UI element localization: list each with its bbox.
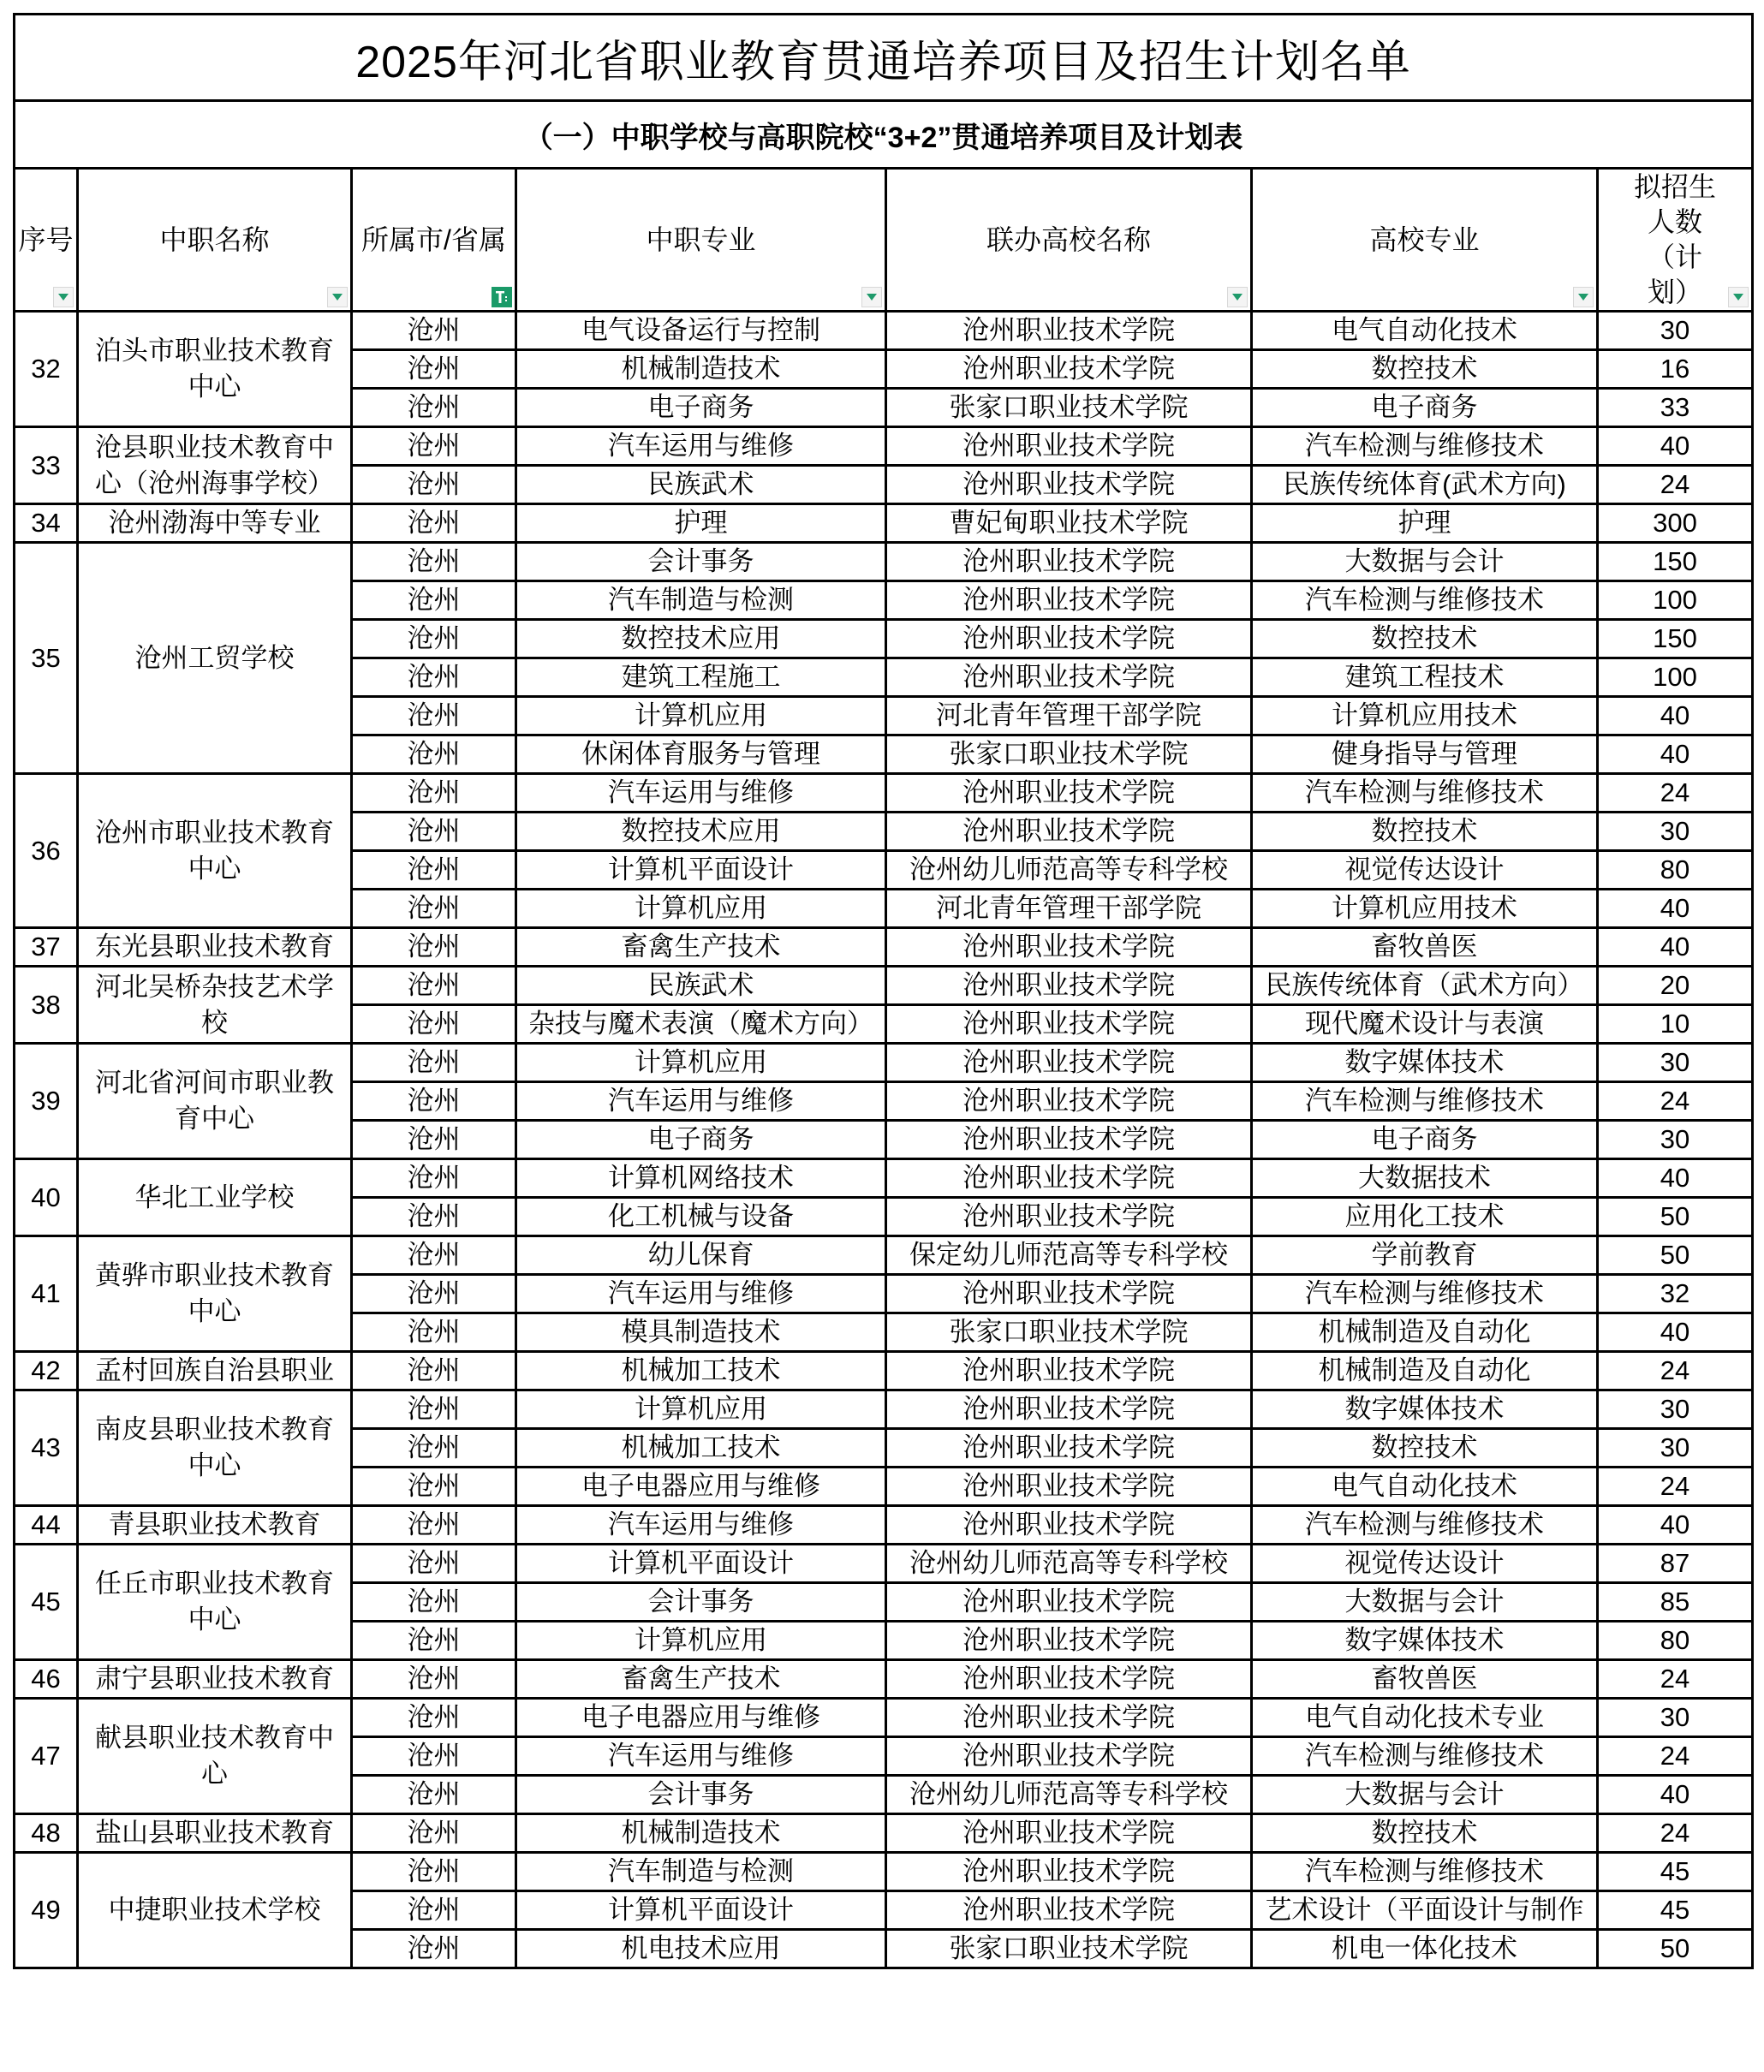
city-cell[interactable]: 沧州 bbox=[352, 1814, 516, 1853]
partner-college-cell[interactable]: 沧州职业技术学院 bbox=[886, 1468, 1252, 1506]
table-row bbox=[15, 1699, 1753, 1737]
filter-dropdown-icon[interactable] bbox=[327, 287, 348, 307]
city-cell[interactable]: 沧州 bbox=[352, 1198, 516, 1236]
filter-dropdown-icon[interactable] bbox=[1227, 287, 1248, 307]
planned-enrollment-cell[interactable]: 40 bbox=[1598, 890, 1753, 928]
partner-college-cell[interactable]: 沧州职业技术学院 bbox=[886, 1390, 1252, 1429]
column-header-seq bbox=[15, 169, 78, 312]
city-cell[interactable]: 沧州 bbox=[352, 1545, 516, 1583]
school-name-cell[interactable]: 沧州市职业技术教育中心 bbox=[78, 774, 352, 928]
partner-college-cell[interactable]: 沧州职业技术学院 bbox=[886, 350, 1252, 389]
planned-enrollment-cell[interactable]: 24 bbox=[1598, 1660, 1753, 1699]
college-major-cell[interactable]: 计算机应用技术 bbox=[1252, 890, 1598, 928]
partner-college-cell[interactable]: 沧州职业技术学院 bbox=[886, 1005, 1252, 1044]
school-name-cell[interactable]: 沧州渤海中等专业 bbox=[78, 504, 352, 543]
college-major-cell[interactable]: 数控技术 bbox=[1252, 350, 1598, 389]
city-cell[interactable]: 沧州 bbox=[352, 1660, 516, 1699]
partner-college-cell[interactable]: 沧州职业技术学院 bbox=[886, 1660, 1252, 1699]
planned-enrollment-cell[interactable]: 30 bbox=[1598, 1390, 1753, 1429]
planned-enrollment-cell[interactable]: 24 bbox=[1598, 1082, 1753, 1121]
city-cell[interactable]: 沧州 bbox=[352, 1737, 516, 1776]
partner-college-cell[interactable]: 沧州职业技术学院 bbox=[886, 1275, 1252, 1313]
seq-cell[interactable]: 40 bbox=[15, 1159, 78, 1236]
city-cell[interactable]: 沧州 bbox=[352, 735, 516, 774]
secondary-major-cell[interactable]: 数控技术应用 bbox=[516, 620, 886, 658]
planned-enrollment-cell[interactable]: 50 bbox=[1598, 1236, 1753, 1275]
seq-cell[interactable]: 48 bbox=[15, 1814, 78, 1853]
partner-college-cell[interactable]: 沧州幼儿师范高等专科学校 bbox=[886, 1776, 1252, 1814]
secondary-major-cell[interactable]: 汽车运用与维修 bbox=[516, 1082, 886, 1121]
college-major-cell[interactable]: 数控技术 bbox=[1252, 1814, 1598, 1853]
secondary-major-cell[interactable]: 计算机应用 bbox=[516, 1622, 886, 1660]
school-name-cell[interactable]: 沧县职业技术教育中心（沧州海事学校） bbox=[78, 427, 352, 504]
college-major-cell[interactable]: 视觉传达设计 bbox=[1252, 1545, 1598, 1583]
column-header-city bbox=[352, 169, 516, 312]
partner-college-cell[interactable]: 沧州职业技术学院 bbox=[886, 1583, 1252, 1622]
secondary-major-cell[interactable]: 护理 bbox=[516, 504, 886, 543]
city-cell[interactable]: 沧州 bbox=[352, 1005, 516, 1044]
seq-cell[interactable]: 33 bbox=[15, 427, 78, 504]
college-major-cell[interactable]: 建筑工程技术 bbox=[1252, 658, 1598, 697]
table-row bbox=[15, 1352, 1753, 1390]
city-cell[interactable]: 沧州 bbox=[352, 1429, 516, 1468]
table-row bbox=[15, 1814, 1753, 1853]
planned-enrollment-cell[interactable]: 50 bbox=[1598, 1930, 1753, 1968]
table-row bbox=[15, 1853, 1753, 1891]
college-major-cell[interactable]: 汽车检测与维修技术 bbox=[1252, 1737, 1598, 1776]
filter-dropdown-icon[interactable] bbox=[53, 287, 74, 307]
seq-cell[interactable]: 42 bbox=[15, 1352, 78, 1390]
college-major-cell[interactable]: 民族传统体育(武术方向) bbox=[1252, 466, 1598, 504]
secondary-major-cell[interactable]: 畜禽生产技术 bbox=[516, 928, 886, 967]
city-cell[interactable]: 沧州 bbox=[352, 890, 516, 928]
secondary-major-cell[interactable]: 建筑工程施工 bbox=[516, 658, 886, 697]
seq-cell[interactable]: 38 bbox=[15, 967, 78, 1044]
college-major-cell[interactable]: 畜牧兽医 bbox=[1252, 928, 1598, 967]
secondary-major-cell[interactable]: 化工机械与设备 bbox=[516, 1198, 886, 1236]
seq-cell[interactable]: 36 bbox=[15, 774, 78, 928]
planned-enrollment-cell[interactable]: 24 bbox=[1598, 1352, 1753, 1390]
college-major-cell[interactable]: 电气自动化技术专业 bbox=[1252, 1699, 1598, 1737]
partner-college-cell[interactable]: 河北青年管理干部学院 bbox=[886, 890, 1252, 928]
planned-enrollment-cell[interactable]: 40 bbox=[1598, 697, 1753, 735]
seq-cell[interactable]: 35 bbox=[15, 543, 78, 774]
seq-cell[interactable]: 34 bbox=[15, 504, 78, 543]
partner-college-cell[interactable]: 沧州职业技术学院 bbox=[886, 620, 1252, 658]
column-header-school bbox=[78, 169, 352, 312]
secondary-major-cell[interactable]: 机械制造技术 bbox=[516, 1814, 886, 1853]
table-row bbox=[15, 774, 1753, 813]
planned-enrollment-cell[interactable]: 40 bbox=[1598, 427, 1753, 466]
secondary-major-cell[interactable]: 计算机网络技术 bbox=[516, 1159, 886, 1198]
city-cell[interactable]: 沧州 bbox=[352, 697, 516, 735]
active-filter-icon[interactable] bbox=[492, 287, 512, 307]
city-cell[interactable]: 沧州 bbox=[352, 1853, 516, 1891]
table-row bbox=[15, 1044, 1753, 1082]
college-major-cell[interactable]: 数控技术 bbox=[1252, 813, 1598, 851]
planned-enrollment-cell[interactable]: 40 bbox=[1598, 1776, 1753, 1814]
college-major-cell[interactable]: 电子商务 bbox=[1252, 389, 1598, 427]
college-major-cell[interactable]: 汽车检测与维修技术 bbox=[1252, 427, 1598, 466]
city-cell[interactable]: 沧州 bbox=[352, 813, 516, 851]
seq-cell[interactable]: 37 bbox=[15, 928, 78, 967]
planned-enrollment-cell[interactable]: 24 bbox=[1598, 1468, 1753, 1506]
secondary-major-cell[interactable]: 民族武术 bbox=[516, 967, 886, 1005]
city-cell[interactable]: 沧州 bbox=[352, 1776, 516, 1814]
partner-college-cell[interactable]: 沧州职业技术学院 bbox=[886, 1853, 1252, 1891]
college-major-cell[interactable]: 汽车检测与维修技术 bbox=[1252, 774, 1598, 813]
college-major-cell[interactable]: 汽车检测与维修技术 bbox=[1252, 1506, 1598, 1545]
secondary-major-cell[interactable]: 休闲体育服务与管理 bbox=[516, 735, 886, 774]
seq-cell[interactable]: 44 bbox=[15, 1506, 78, 1545]
secondary-major-cell[interactable]: 机电技术应用 bbox=[516, 1930, 886, 1968]
city-cell[interactable]: 沧州 bbox=[352, 312, 516, 350]
partner-college-cell[interactable]: 沧州职业技术学院 bbox=[886, 427, 1252, 466]
city-cell[interactable]: 沧州 bbox=[352, 1622, 516, 1660]
planned-enrollment-cell[interactable]: 30 bbox=[1598, 1044, 1753, 1082]
college-major-cell[interactable]: 现代魔术设计与表演 bbox=[1252, 1005, 1598, 1044]
city-cell[interactable]: 沧州 bbox=[352, 1390, 516, 1429]
secondary-major-cell[interactable]: 计算机应用 bbox=[516, 890, 886, 928]
college-major-cell[interactable]: 汽车检测与维修技术 bbox=[1252, 1275, 1598, 1313]
city-cell[interactable]: 沧州 bbox=[352, 658, 516, 697]
planned-enrollment-cell[interactable]: 40 bbox=[1598, 1159, 1753, 1198]
secondary-major-cell[interactable]: 计算机平面设计 bbox=[516, 851, 886, 890]
college-major-cell[interactable]: 机械制造及自动化 bbox=[1252, 1313, 1598, 1352]
school-name-cell[interactable]: 南皮县职业技术教育中心 bbox=[78, 1390, 352, 1506]
secondary-major-cell[interactable]: 汽车运用与维修 bbox=[516, 427, 886, 466]
planned-enrollment-cell[interactable]: 30 bbox=[1598, 1429, 1753, 1468]
secondary-major-cell[interactable]: 电子商务 bbox=[516, 1121, 886, 1159]
planned-enrollment-cell[interactable]: 24 bbox=[1598, 466, 1753, 504]
secondary-major-cell[interactable]: 计算机平面设计 bbox=[516, 1545, 886, 1583]
secondary-major-cell[interactable]: 民族武术 bbox=[516, 466, 886, 504]
college-major-cell[interactable]: 数字媒体技术 bbox=[1252, 1390, 1598, 1429]
secondary-major-cell[interactable]: 计算机平面设计 bbox=[516, 1891, 886, 1930]
secondary-major-cell[interactable]: 汽车运用与维修 bbox=[516, 1275, 886, 1313]
secondary-major-cell[interactable]: 电气设备运行与控制 bbox=[516, 312, 886, 350]
partner-college-cell[interactable]: 沧州职业技术学院 bbox=[886, 1699, 1252, 1737]
planned-enrollment-cell[interactable]: 24 bbox=[1598, 1814, 1753, 1853]
planned-enrollment-cell[interactable]: 100 bbox=[1598, 581, 1753, 620]
partner-college-cell[interactable]: 沧州幼儿师范高等专科学校 bbox=[886, 851, 1252, 890]
column-header-label: 中职专业 bbox=[646, 224, 756, 255]
column-header-label: 所属市/省属 bbox=[361, 224, 506, 255]
table-row bbox=[15, 1390, 1753, 1429]
college-major-cell[interactable]: 电气自动化技术 bbox=[1252, 1468, 1598, 1506]
table-row bbox=[15, 312, 1753, 350]
secondary-major-cell[interactable]: 幼儿保育 bbox=[516, 1236, 886, 1275]
college-major-cell[interactable]: 大数据与会计 bbox=[1252, 1583, 1598, 1622]
college-major-cell[interactable]: 护理 bbox=[1252, 504, 1598, 543]
planned-enrollment-cell[interactable]: 87 bbox=[1598, 1545, 1753, 1583]
city-cell[interactable]: 沧州 bbox=[352, 1044, 516, 1082]
seq-cell[interactable]: 47 bbox=[15, 1699, 78, 1814]
school-name-cell[interactable]: 青县职业技术教育 bbox=[78, 1506, 352, 1545]
planned-enrollment-cell[interactable]: 20 bbox=[1598, 967, 1753, 1005]
city-cell[interactable]: 沧州 bbox=[352, 427, 516, 466]
planned-enrollment-cell[interactable]: 300 bbox=[1598, 504, 1753, 543]
planned-enrollment-cell[interactable]: 10 bbox=[1598, 1005, 1753, 1044]
table-row bbox=[15, 928, 1753, 967]
college-major-cell[interactable]: 汽车检测与维修技术 bbox=[1252, 581, 1598, 620]
secondary-major-cell[interactable]: 电子电器应用与维修 bbox=[516, 1468, 886, 1506]
partner-college-cell[interactable]: 沧州职业技术学院 bbox=[886, 466, 1252, 504]
college-major-cell[interactable]: 民族传统体育（武术方向） bbox=[1252, 967, 1598, 1005]
partner-college-cell[interactable]: 张家口职业技术学院 bbox=[886, 1930, 1252, 1968]
spreadsheet bbox=[13, 13, 1751, 1969]
college-major-cell[interactable]: 数控技术 bbox=[1252, 1429, 1598, 1468]
column-header-college-major bbox=[1252, 169, 1598, 312]
planned-enrollment-cell[interactable]: 33 bbox=[1598, 389, 1753, 427]
secondary-major-cell[interactable]: 计算机应用 bbox=[516, 1044, 886, 1082]
partner-college-cell[interactable]: 沧州职业技术学院 bbox=[886, 1198, 1252, 1236]
city-cell[interactable]: 沧州 bbox=[352, 389, 516, 427]
college-major-cell[interactable]: 汽车检测与维修技术 bbox=[1252, 1853, 1598, 1891]
planned-enrollment-cell[interactable]: 16 bbox=[1598, 350, 1753, 389]
secondary-major-cell[interactable]: 会计事务 bbox=[516, 543, 886, 581]
secondary-major-cell[interactable]: 电子电器应用与维修 bbox=[516, 1699, 886, 1737]
city-cell[interactable]: 沧州 bbox=[352, 928, 516, 967]
partner-college-cell[interactable]: 沧州职业技术学院 bbox=[886, 774, 1252, 813]
column-header-label: 拟招生人数（计划） bbox=[1634, 171, 1717, 307]
school-name-cell[interactable]: 河北省河间市职业教育中心 bbox=[78, 1044, 352, 1159]
partner-college-cell[interactable]: 沧州职业技术学院 bbox=[886, 581, 1252, 620]
partner-college-cell[interactable]: 曹妃甸职业技术学院 bbox=[886, 504, 1252, 543]
filter-dropdown-icon[interactable] bbox=[1728, 287, 1749, 307]
secondary-major-cell[interactable]: 机械加工技术 bbox=[516, 1352, 886, 1390]
seq-cell[interactable]: 41 bbox=[15, 1236, 78, 1352]
partner-college-cell[interactable]: 沧州职业技术学院 bbox=[886, 1121, 1252, 1159]
planned-enrollment-cell[interactable]: 80 bbox=[1598, 1622, 1753, 1660]
college-major-cell[interactable]: 数字媒体技术 bbox=[1252, 1044, 1598, 1082]
planned-enrollment-cell[interactable]: 30 bbox=[1598, 1121, 1753, 1159]
planned-enrollment-cell[interactable]: 40 bbox=[1598, 735, 1753, 774]
city-cell[interactable]: 沧州 bbox=[352, 350, 516, 389]
city-cell[interactable]: 沧州 bbox=[352, 1121, 516, 1159]
table-row bbox=[15, 543, 1753, 581]
college-major-cell[interactable]: 健身指导与管理 bbox=[1252, 735, 1598, 774]
school-name-cell[interactable]: 孟村回族自治县职业 bbox=[78, 1352, 352, 1390]
city-cell[interactable]: 沧州 bbox=[352, 1468, 516, 1506]
planned-enrollment-cell[interactable]: 24 bbox=[1598, 1737, 1753, 1776]
school-name-cell[interactable]: 华北工业学校 bbox=[78, 1159, 352, 1236]
college-major-cell[interactable]: 机械制造及自动化 bbox=[1252, 1352, 1598, 1390]
partner-college-cell[interactable]: 沧州职业技术学院 bbox=[886, 1737, 1252, 1776]
secondary-major-cell[interactable]: 模具制造技术 bbox=[516, 1313, 886, 1352]
college-major-cell[interactable]: 电子商务 bbox=[1252, 1121, 1598, 1159]
city-cell[interactable]: 沧州 bbox=[352, 581, 516, 620]
column-header-label: 联办高校名称 bbox=[986, 224, 1151, 255]
secondary-major-cell[interactable]: 计算机应用 bbox=[516, 1390, 886, 1429]
planned-enrollment-cell[interactable]: 85 bbox=[1598, 1583, 1753, 1622]
seq-cell[interactable]: 32 bbox=[15, 312, 78, 427]
secondary-major-cell[interactable]: 汽车制造与检测 bbox=[516, 1853, 886, 1891]
planned-enrollment-cell[interactable]: 30 bbox=[1598, 813, 1753, 851]
planned-enrollment-cell[interactable]: 150 bbox=[1598, 543, 1753, 581]
planned-enrollment-cell[interactable]: 50 bbox=[1598, 1198, 1753, 1236]
partner-college-cell[interactable]: 沧州职业技术学院 bbox=[886, 1159, 1252, 1198]
school-name-cell[interactable]: 河北吴桥杂技艺术学校 bbox=[78, 967, 352, 1044]
planned-enrollment-cell[interactable]: 40 bbox=[1598, 928, 1753, 967]
college-major-cell[interactable]: 计算机应用技术 bbox=[1252, 697, 1598, 735]
planned-enrollment-cell[interactable]: 45 bbox=[1598, 1853, 1753, 1891]
city-cell[interactable]: 沧州 bbox=[352, 1082, 516, 1121]
secondary-major-cell[interactable]: 计算机应用 bbox=[516, 697, 886, 735]
column-header-label: 序号 bbox=[18, 224, 74, 255]
city-cell[interactable]: 沧州 bbox=[352, 1313, 516, 1352]
city-cell[interactable]: 沧州 bbox=[352, 851, 516, 890]
table-body bbox=[15, 312, 1753, 1968]
city-cell[interactable]: 沧州 bbox=[352, 1275, 516, 1313]
planned-enrollment-cell[interactable]: 30 bbox=[1598, 1699, 1753, 1737]
planned-enrollment-cell[interactable]: 80 bbox=[1598, 851, 1753, 890]
college-major-cell[interactable]: 大数据技术 bbox=[1252, 1159, 1598, 1198]
college-major-cell[interactable]: 艺术设计（平面设计与制作 bbox=[1252, 1891, 1598, 1930]
college-major-cell[interactable]: 汽车检测与维修技术 bbox=[1252, 1082, 1598, 1121]
seq-cell[interactable]: 43 bbox=[15, 1390, 78, 1506]
partner-college-cell[interactable]: 沧州职业技术学院 bbox=[886, 1352, 1252, 1390]
secondary-major-cell[interactable]: 会计事务 bbox=[516, 1583, 886, 1622]
enrollment-plan-table bbox=[13, 13, 1754, 1969]
table-row bbox=[15, 1660, 1753, 1699]
planned-enrollment-cell[interactable]: 30 bbox=[1598, 312, 1753, 350]
planned-enrollment-cell[interactable]: 24 bbox=[1598, 774, 1753, 813]
filter-dropdown-icon[interactable] bbox=[1573, 287, 1594, 307]
column-header-row bbox=[15, 169, 1753, 312]
school-name-cell[interactable]: 任丘市职业技术教育中心 bbox=[78, 1545, 352, 1660]
partner-college-cell[interactable]: 沧州幼儿师范高等专科学校 bbox=[886, 1545, 1252, 1583]
college-major-cell[interactable]: 大数据与会计 bbox=[1252, 543, 1598, 581]
partner-college-cell[interactable]: 张家口职业技术学院 bbox=[886, 389, 1252, 427]
planned-enrollment-cell[interactable]: 32 bbox=[1598, 1275, 1753, 1313]
planned-enrollment-cell[interactable]: 40 bbox=[1598, 1506, 1753, 1545]
city-cell[interactable]: 沧州 bbox=[352, 1506, 516, 1545]
city-cell[interactable]: 沧州 bbox=[352, 774, 516, 813]
partner-college-cell[interactable]: 保定幼儿师范高等专科学校 bbox=[886, 1236, 1252, 1275]
partner-college-cell[interactable]: 沧州职业技术学院 bbox=[886, 1814, 1252, 1853]
city-cell[interactable]: 沧州 bbox=[352, 1236, 516, 1275]
section-subtitle: （一）中职学校与高职院校“3+2”贯通培养项目及计划表 bbox=[15, 101, 1753, 169]
college-major-cell[interactable]: 视觉传达设计 bbox=[1252, 851, 1598, 890]
column-header-plan bbox=[1598, 169, 1753, 312]
school-name-cell[interactable]: 黄骅市职业技术教育中心 bbox=[78, 1236, 352, 1352]
table-row bbox=[15, 1506, 1753, 1545]
college-major-cell[interactable]: 机电一体化技术 bbox=[1252, 1930, 1598, 1968]
college-major-cell[interactable]: 大数据与会计 bbox=[1252, 1776, 1598, 1814]
table-row bbox=[15, 504, 1753, 543]
city-cell[interactable]: 沧州 bbox=[352, 1891, 516, 1930]
partner-college-cell[interactable]: 沧州职业技术学院 bbox=[886, 1082, 1252, 1121]
college-major-cell[interactable]: 学前教育 bbox=[1252, 1236, 1598, 1275]
seq-cell[interactable]: 45 bbox=[15, 1545, 78, 1660]
city-cell[interactable]: 沧州 bbox=[352, 543, 516, 581]
column-header-college bbox=[886, 169, 1252, 312]
partner-college-cell[interactable]: 沧州职业技术学院 bbox=[886, 1506, 1252, 1545]
table-row bbox=[15, 1545, 1753, 1583]
city-cell[interactable]: 沧州 bbox=[352, 466, 516, 504]
partner-college-cell[interactable]: 沧州职业技术学院 bbox=[886, 813, 1252, 851]
secondary-major-cell[interactable]: 电子商务 bbox=[516, 389, 886, 427]
school-name-cell[interactable]: 泊头市职业技术教育中心 bbox=[78, 312, 352, 427]
secondary-major-cell[interactable]: 畜禽生产技术 bbox=[516, 1660, 886, 1699]
partner-college-cell[interactable]: 河北青年管理干部学院 bbox=[886, 697, 1252, 735]
planned-enrollment-cell[interactable]: 40 bbox=[1598, 1313, 1753, 1352]
seq-cell[interactable]: 49 bbox=[15, 1853, 78, 1968]
partner-college-cell[interactable]: 沧州职业技术学院 bbox=[886, 928, 1252, 967]
school-name-cell[interactable]: 盐山县职业技术教育 bbox=[78, 1814, 352, 1853]
planned-enrollment-cell[interactable]: 100 bbox=[1598, 658, 1753, 697]
secondary-major-cell[interactable]: 会计事务 bbox=[516, 1776, 886, 1814]
city-cell[interactable]: 沧州 bbox=[352, 1159, 516, 1198]
secondary-major-cell[interactable]: 汽车运用与维修 bbox=[516, 1737, 886, 1776]
column-header-major bbox=[516, 169, 886, 312]
secondary-major-cell[interactable]: 汽车制造与检测 bbox=[516, 581, 886, 620]
table-row bbox=[15, 1236, 1753, 1275]
table-row bbox=[15, 1159, 1753, 1198]
partner-college-cell[interactable]: 沧州职业技术学院 bbox=[886, 1044, 1252, 1082]
planned-enrollment-cell[interactable]: 150 bbox=[1598, 620, 1753, 658]
college-major-cell[interactable]: 畜牧兽医 bbox=[1252, 1660, 1598, 1699]
partner-college-cell[interactable]: 沧州职业技术学院 bbox=[886, 543, 1252, 581]
partner-college-cell[interactable]: 沧州职业技术学院 bbox=[886, 658, 1252, 697]
table-row bbox=[15, 427, 1753, 466]
secondary-major-cell[interactable]: 汽车运用与维修 bbox=[516, 774, 886, 813]
city-cell[interactable]: 沧州 bbox=[352, 1583, 516, 1622]
secondary-major-cell[interactable]: 数控技术应用 bbox=[516, 813, 886, 851]
partner-college-cell[interactable]: 沧州职业技术学院 bbox=[886, 312, 1252, 350]
city-cell[interactable]: 沧州 bbox=[352, 504, 516, 543]
partner-college-cell[interactable]: 沧州职业技术学院 bbox=[886, 1429, 1252, 1468]
school-name-cell[interactable]: 肃宁县职业技术教育 bbox=[78, 1660, 352, 1699]
city-cell[interactable]: 沧州 bbox=[352, 967, 516, 1005]
college-major-cell[interactable]: 应用化工技术 bbox=[1252, 1198, 1598, 1236]
seq-cell[interactable]: 39 bbox=[15, 1044, 78, 1159]
city-cell[interactable]: 沧州 bbox=[352, 620, 516, 658]
school-name-cell[interactable]: 中捷职业技术学校 bbox=[78, 1853, 352, 1968]
secondary-major-cell[interactable]: 杂技与魔术表演（魔术方向） bbox=[516, 1005, 886, 1044]
secondary-major-cell[interactable]: 机械制造技术 bbox=[516, 350, 886, 389]
table-row bbox=[15, 967, 1753, 1005]
city-cell[interactable]: 沧州 bbox=[352, 1699, 516, 1737]
column-header-label: 中职名称 bbox=[159, 224, 270, 255]
city-cell[interactable]: 沧州 bbox=[352, 1352, 516, 1390]
partner-college-cell[interactable]: 张家口职业技术学院 bbox=[886, 1313, 1252, 1352]
city-cell[interactable]: 沧州 bbox=[352, 1930, 516, 1968]
partner-college-cell[interactable]: 沧州职业技术学院 bbox=[886, 1622, 1252, 1660]
school-name-cell[interactable]: 东光县职业技术教育 bbox=[78, 928, 352, 967]
column-header-label: 高校专业 bbox=[1369, 224, 1480, 255]
seq-cell[interactable]: 46 bbox=[15, 1660, 78, 1699]
college-major-cell[interactable]: 电气自动化技术 bbox=[1252, 312, 1598, 350]
secondary-major-cell[interactable]: 汽车运用与维修 bbox=[516, 1506, 886, 1545]
partner-college-cell[interactable]: 沧州职业技术学院 bbox=[886, 1891, 1252, 1930]
filter-dropdown-icon[interactable] bbox=[861, 287, 882, 307]
college-major-cell[interactable]: 数字媒体技术 bbox=[1252, 1622, 1598, 1660]
school-name-cell[interactable]: 沧州工贸学校 bbox=[78, 543, 352, 774]
secondary-major-cell[interactable]: 机械加工技术 bbox=[516, 1429, 886, 1468]
school-name-cell[interactable]: 献县职业技术教育中心 bbox=[78, 1699, 352, 1814]
college-major-cell[interactable]: 数控技术 bbox=[1252, 620, 1598, 658]
partner-college-cell[interactable]: 张家口职业技术学院 bbox=[886, 735, 1252, 774]
page-title: 2025年河北省职业教育贯通培养项目及招生计划名单 bbox=[15, 15, 1753, 101]
partner-college-cell[interactable]: 沧州职业技术学院 bbox=[886, 967, 1252, 1005]
planned-enrollment-cell[interactable]: 45 bbox=[1598, 1891, 1753, 1930]
